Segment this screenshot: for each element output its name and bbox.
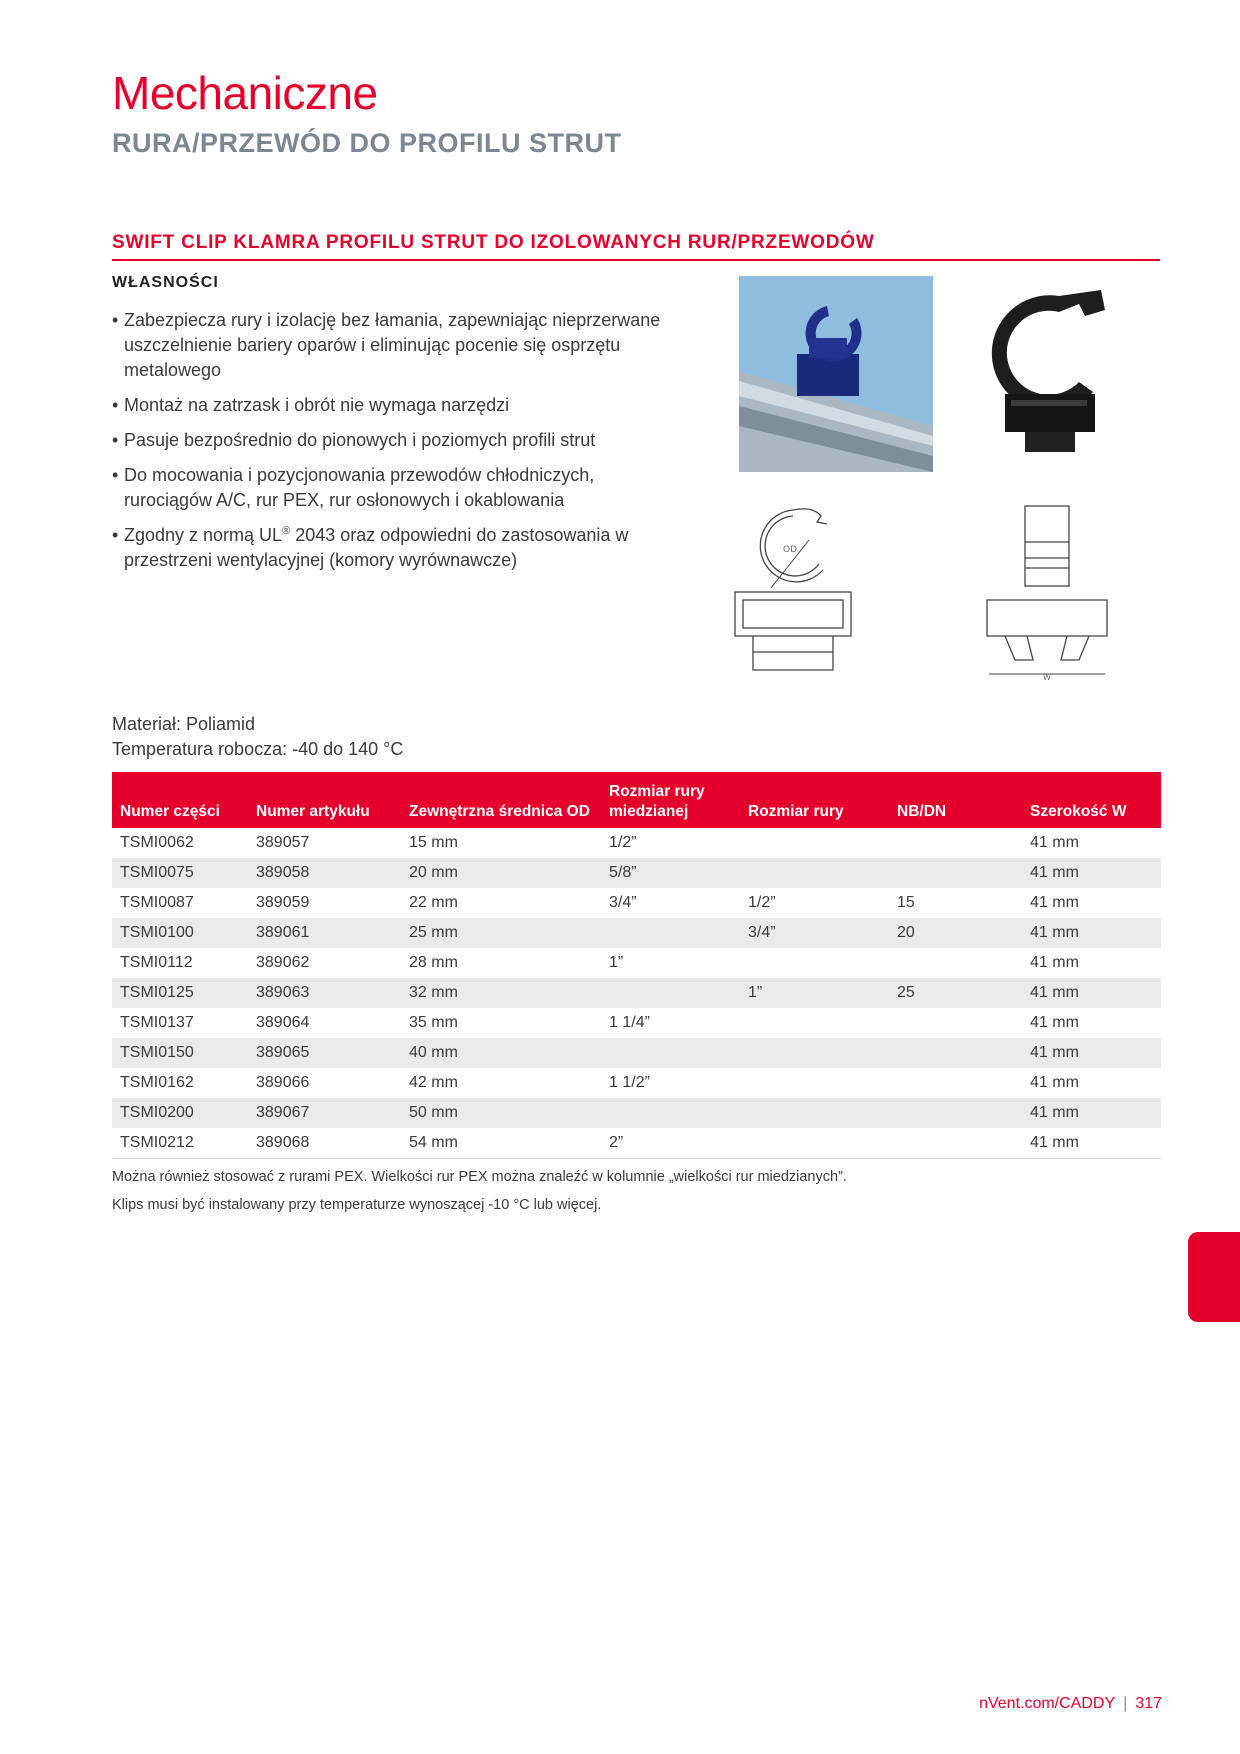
feature-ul-prefix: Zgodny z normą UL <box>124 525 283 545</box>
table-cell <box>889 1068 1022 1098</box>
table-cell: TSMI0150 <box>112 1038 248 1068</box>
technical-drawing-front <box>733 502 853 674</box>
table-cell <box>740 1128 889 1159</box>
table-cell <box>889 1008 1022 1038</box>
table-cell <box>740 1008 889 1038</box>
table-row <box>112 1068 1161 1098</box>
table-cell <box>601 918 740 948</box>
title-divider <box>112 259 1160 261</box>
table-row <box>112 1098 1161 1128</box>
table-cell: TSMI0212 <box>112 1128 248 1159</box>
table-cell: TSMI0125 <box>112 978 248 1008</box>
table-cell: 28 mm <box>409 954 458 971</box>
registered-mark: ® <box>282 525 291 537</box>
table-row <box>112 888 1161 918</box>
table-cell <box>601 1038 740 1068</box>
product-table <box>112 772 1161 1159</box>
col-header: Rozmiar rury <box>740 772 889 828</box>
table-cell: 41 mm <box>1022 1098 1161 1128</box>
w-label: W <box>1043 673 1051 682</box>
page-number: 317 <box>1135 1695 1162 1712</box>
table-cell: 389064 <box>256 1014 310 1031</box>
table-cell: 41 mm <box>1030 894 1079 911</box>
table-cell: TSMI0075 <box>112 858 248 888</box>
col-header: Rozmiar rury miedzianej <box>601 772 740 828</box>
table-cell: 41 mm <box>1030 1014 1079 1031</box>
table-cell <box>740 948 889 978</box>
spec-material: Materiał: Poliamid <box>112 714 256 734</box>
table-cell: 35 mm <box>409 1014 458 1031</box>
technical-drawing-side <box>985 502 1109 682</box>
table-cell <box>740 1068 889 1098</box>
table-cell: 389067 <box>248 1098 401 1128</box>
product-photo-installed <box>739 276 933 472</box>
table-cell: 41 mm <box>1022 858 1161 888</box>
table-cell: 389061 <box>248 918 401 948</box>
table-cell <box>740 1098 889 1128</box>
table-cell <box>601 1098 740 1128</box>
table-cell: 1 1/2” <box>609 1074 650 1091</box>
table-cell: 1” <box>740 978 889 1008</box>
table-cell: 389065 <box>248 1038 401 1068</box>
table-cell: 41 mm <box>1022 1128 1161 1159</box>
table-row <box>112 1038 1161 1068</box>
table-cell: 22 mm <box>409 894 458 911</box>
table-cell: 389068 <box>248 1128 401 1159</box>
table-cell: TSMI0100 <box>112 918 248 948</box>
feature-item: • Do mocowania i pozycjonowania przewodów chłodniczych, rurociągów A/C, rur PEX, rur osłonowych i okablowania <box>112 463 672 513</box>
table-cell <box>740 1038 889 1068</box>
table-row <box>112 828 1161 858</box>
table-cell: 1/2” <box>609 834 637 851</box>
od-label: OD <box>783 545 798 555</box>
table-cell: TSMI0087 <box>120 894 194 911</box>
table-header-row <box>112 772 1161 828</box>
table-cell <box>740 828 889 858</box>
table-cell: 20 <box>889 918 1022 948</box>
product-title: SWIFT CLIP KLAMRA PROFILU STRUT DO IZOLOWANYCH RUR/PRZEWODÓW <box>112 232 875 253</box>
features-heading: WŁASNOŚCI <box>112 274 219 291</box>
footer-link[interactable]: nVent.com/CADDY <box>979 1695 1116 1712</box>
table-cell: 25 mm <box>401 918 601 948</box>
table-cell: 54 mm <box>401 1128 601 1159</box>
spec-temperature: Temperatura robocza: -40 do 140 °C <box>112 739 404 759</box>
table-cell: 5/8” <box>601 858 740 888</box>
table-cell: 3/4” <box>609 894 637 911</box>
table-cell: 389066 <box>256 1074 310 1091</box>
table-cell: 389063 <box>248 978 401 1008</box>
section-subtitle: RURA/PRZEWÓD DO PROFILU STRUT <box>112 128 622 158</box>
table-body <box>112 828 1161 1159</box>
feature-item: • Pasuje bezpośrednio do pionowych i poziomych profili strut <box>112 428 672 453</box>
table-cell: 40 mm <box>401 1038 601 1068</box>
feature-list <box>112 308 672 583</box>
table-cell: 42 mm <box>409 1074 458 1091</box>
table-cell: 15 mm <box>409 834 458 851</box>
feature-item <box>112 523 672 573</box>
table-cell: 20 mm <box>401 858 601 888</box>
table-cell: 50 mm <box>401 1098 601 1128</box>
table-row <box>112 918 1161 948</box>
table-cell <box>740 858 889 888</box>
table-row <box>112 1008 1161 1038</box>
feature-item: • Montaż na zatrzask i obrót nie wymaga narzędzi <box>112 393 672 418</box>
col-header: Zewnętrzna średnica OD <box>401 772 601 828</box>
table-cell: 41 mm <box>1030 1074 1079 1091</box>
table-cell: 389062 <box>256 954 310 971</box>
table-cell: 2” <box>601 1128 740 1159</box>
table-cell: 1 1/4” <box>609 1014 650 1031</box>
feature-item: • Zabezpiecza rury i izolację bez łamania, zapewniając nieprzerwane uszczelnienie bariery oparów i eliminując pocenie się osprzętu metalowego <box>112 308 672 383</box>
table-cell: 32 mm <box>401 978 601 1008</box>
table-cell: 41 mm <box>1022 918 1161 948</box>
table-cell: TSMI0062 <box>120 834 194 851</box>
col-header: Numer artykułu <box>248 772 401 828</box>
table-cell: 41 mm <box>1030 954 1079 971</box>
table-row <box>112 1128 1161 1159</box>
table-cell <box>889 858 1022 888</box>
page-footer <box>979 1695 1162 1713</box>
table-cell: TSMI0162 <box>120 1074 194 1091</box>
table-cell <box>889 828 1022 858</box>
table-cell: TSMI0200 <box>112 1098 248 1128</box>
table-cell: 389057 <box>256 834 310 851</box>
table-cell: 1/2” <box>748 894 776 911</box>
table-cell: 41 mm <box>1022 1038 1161 1068</box>
feature-ul-suffix: 2043 oraz odpowiedni do zastosowania w przestrzeni wentylacyjnej (komory wyrównawcze) <box>124 525 629 570</box>
footer-separator: | <box>1123 1695 1128 1712</box>
table-cell <box>889 1038 1022 1068</box>
table-cell <box>601 978 740 1008</box>
footnote: Można również stosować z rurami PEX. Wielkości rur PEX można znaleźć w kolumnie „wielkości rur miedzianych”. <box>112 1169 847 1185</box>
col-header: Numer części <box>112 772 248 828</box>
table-row <box>112 948 1161 978</box>
col-header: Szerokość W <box>1022 772 1161 828</box>
section-tab-marker <box>1188 1232 1240 1322</box>
table-row <box>112 858 1161 888</box>
table-cell <box>889 1098 1022 1128</box>
table-cell: 389059 <box>256 894 310 911</box>
table-cell: 15 <box>897 894 915 911</box>
col-header: NB/DN <box>889 772 1022 828</box>
table-cell: 1” <box>609 954 624 971</box>
table-cell: 3/4” <box>740 918 889 948</box>
table-cell: 41 mm <box>1030 834 1079 851</box>
table-cell: 41 mm <box>1022 978 1161 1008</box>
table-cell <box>889 948 1022 978</box>
table-cell: TSMI0112 <box>120 954 193 971</box>
table-row <box>112 978 1161 1008</box>
product-photo-clip <box>985 276 1121 472</box>
table-cell: TSMI0137 <box>120 1014 194 1031</box>
table-cell: 389058 <box>248 858 401 888</box>
section-title: Mechaniczne <box>112 67 378 119</box>
footnote: Klips musi być instalowany przy temperaturze wynoszącej -10 °C lub więcej. <box>112 1197 602 1213</box>
table-cell <box>889 1128 1022 1159</box>
table-cell: 25 <box>889 978 1022 1008</box>
